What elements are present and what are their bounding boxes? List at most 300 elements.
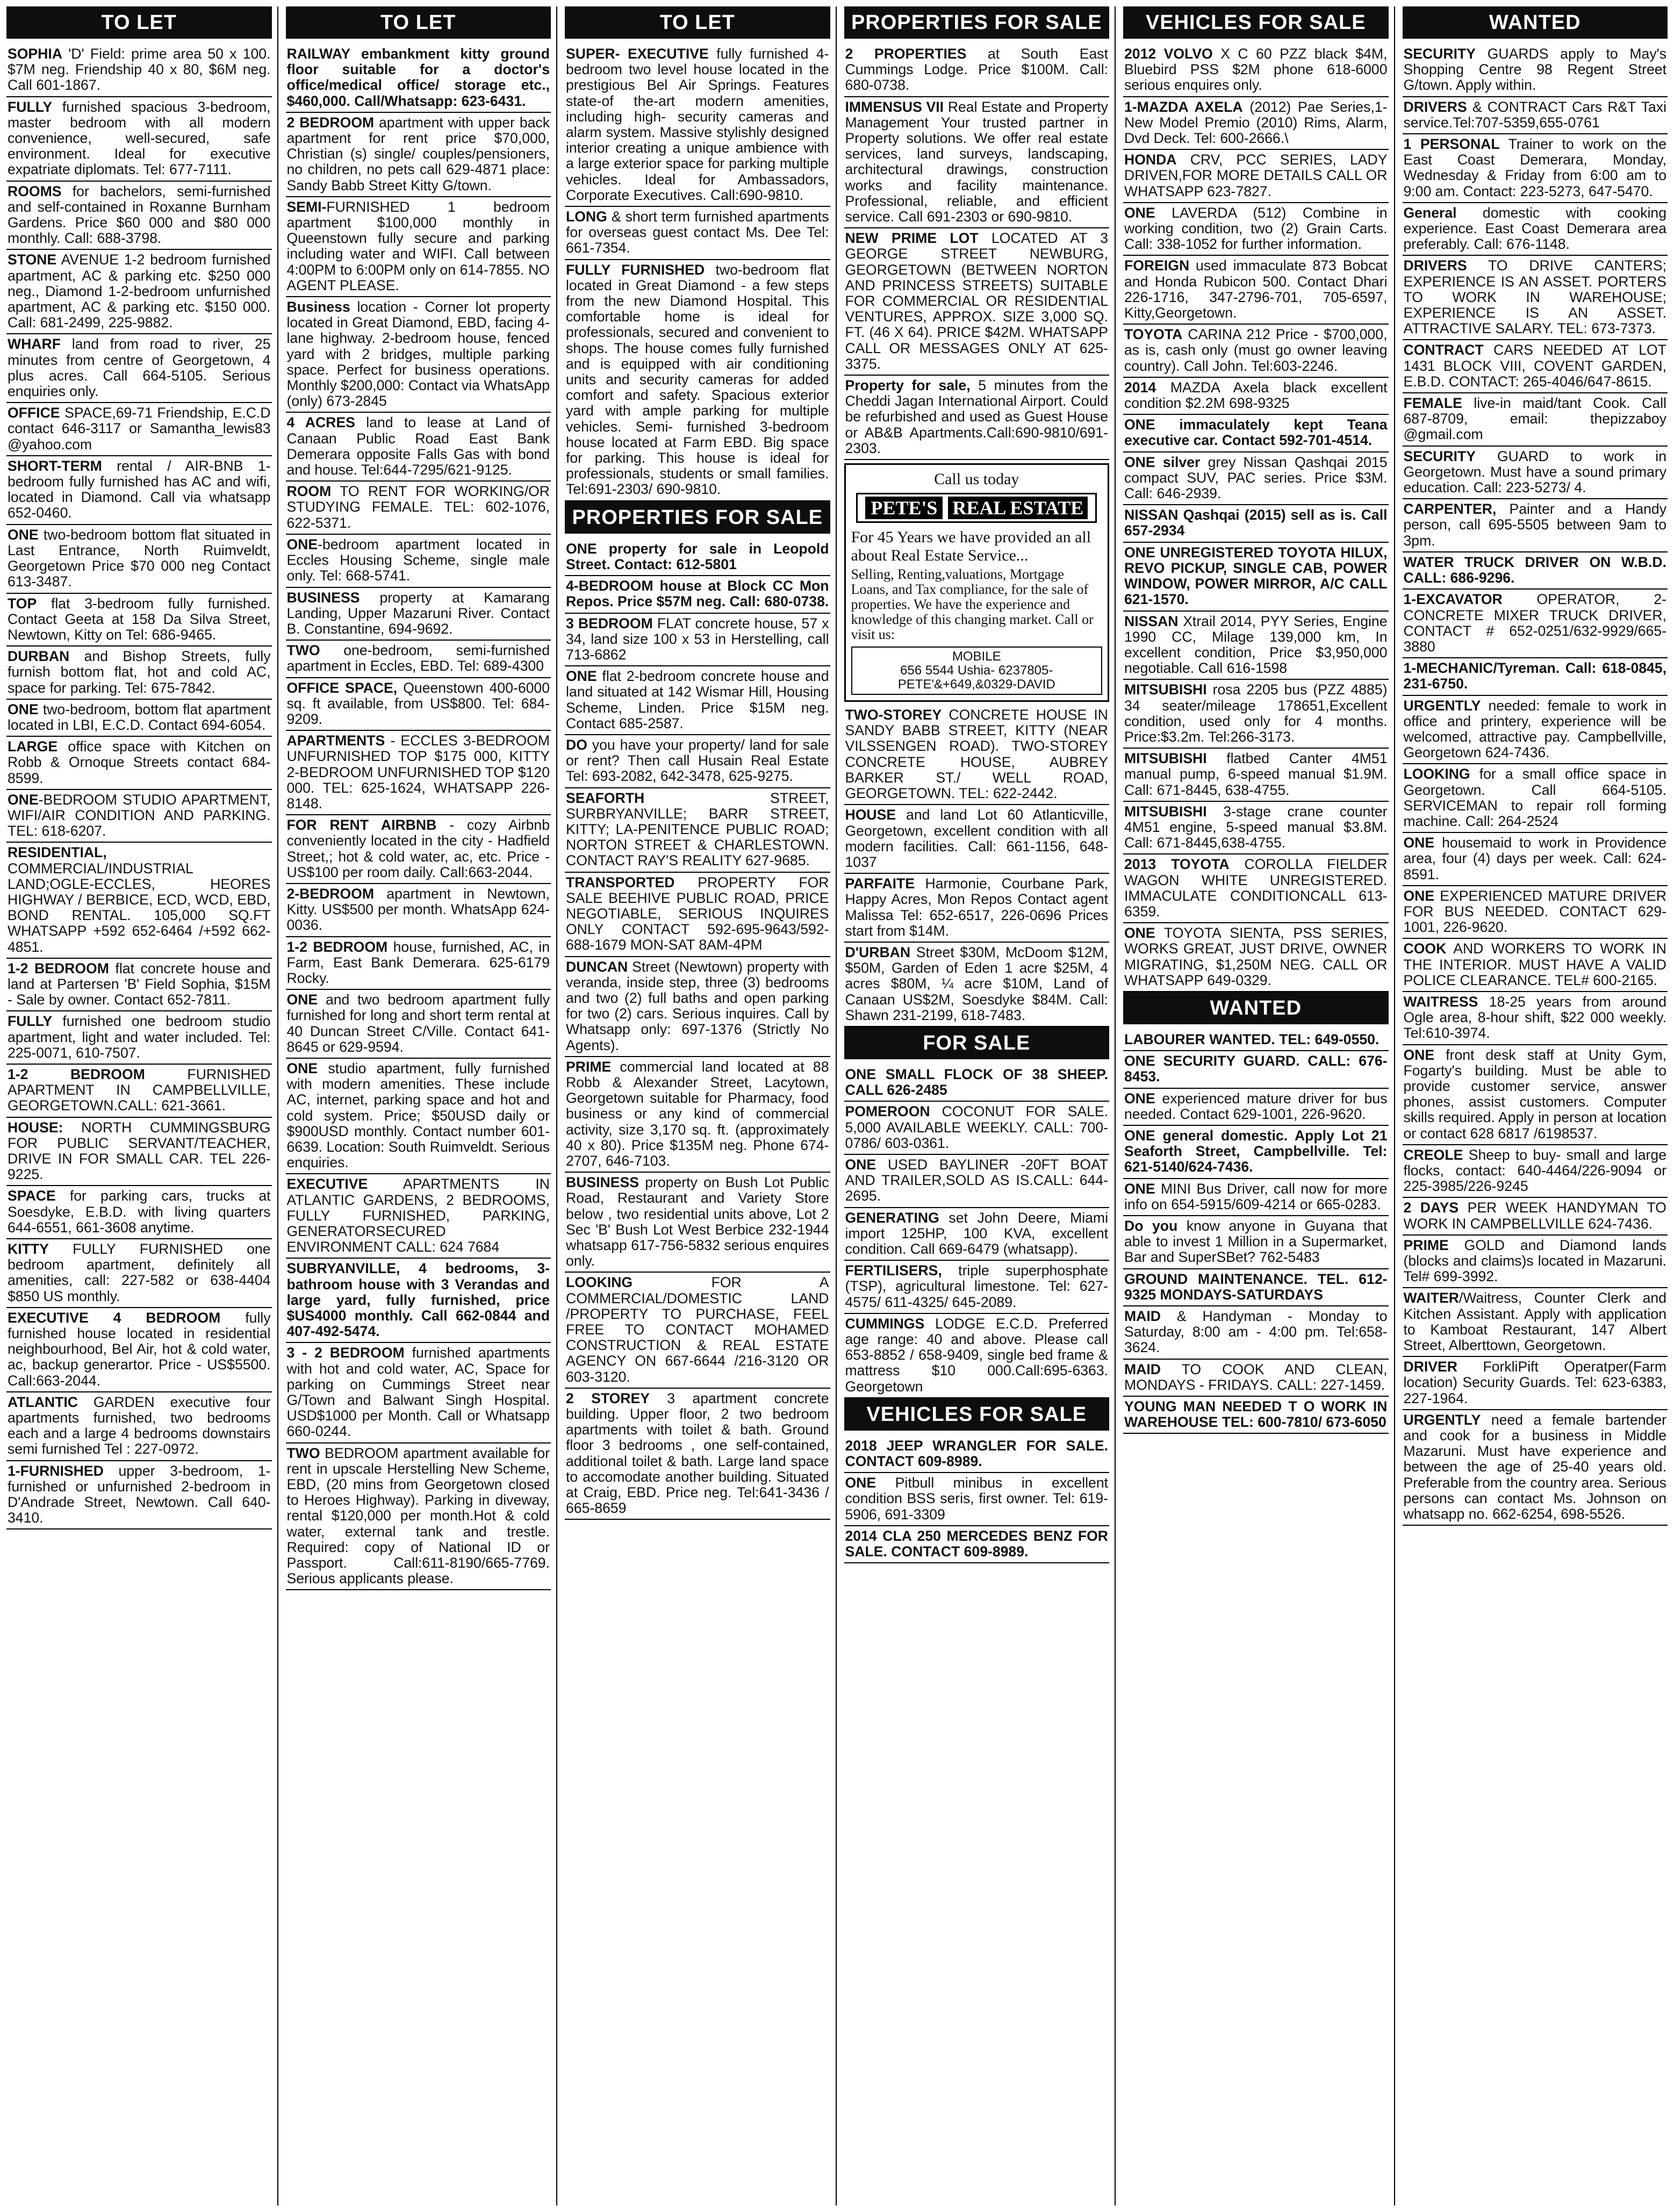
ad-lead: ONE bbox=[1124, 925, 1155, 942]
ad-lead: ONE bbox=[1403, 887, 1435, 904]
ad-text: COCONUT FOR SALE. 5,000 AVAILABLE WEEKLY. CALL: 700-0786/ 603-0361. bbox=[845, 1103, 1108, 1151]
ad-text: two-bedroom bottom flat situated in Last Entrance, North Ruimveldt, Georgetown Price $70 000 neg Contact 613-3487. bbox=[8, 526, 271, 590]
classified-ad bbox=[844, 1473, 1110, 1526]
classified-ad bbox=[286, 113, 551, 197]
ad-text: PER WEEK HANDYMAN TO WORK IN CAMPBELLVILLE 624-7436. bbox=[1403, 1200, 1666, 1232]
ad-text: two-bedroom flat located in Great Diamond - a few steps from the new Diamond Hospital. This comfortable home is ideal for professionals, secured and convenient to shops. The house comes fully furnished and is equipped with air conditioning units and security cameras for added comfort and safety. Spacious exterior yard with ample parking for multiple vehicles. Semi- furnished 3-bedroom house located at Farm EBD. Big space for parking. This house is ideal for professionals, students or small families. Tel:691-2303/ 690-9810. bbox=[566, 261, 829, 498]
ad-text: X C 60 PZZ black $4M, Bluebird PSS $2M phone 618-6000 serious enquires only. bbox=[1124, 46, 1388, 94]
classified-ad bbox=[1123, 505, 1389, 542]
classified-ad bbox=[6, 959, 272, 1012]
ad-lead: PRIME bbox=[566, 1058, 612, 1075]
ad-text: Apply Lot 21 Seaforth Street, Campbellville. Tel: 621-5140/624-7436. bbox=[1124, 1127, 1388, 1175]
classified-ad bbox=[1403, 447, 1668, 500]
classifieds-page bbox=[6, 6, 1668, 2206]
classified-ad bbox=[6, 525, 272, 594]
ad-text: Pitbull minibus in excellent condition BSS seris, first owner. Tel: 619-5906, 691-3309 bbox=[845, 1475, 1108, 1522]
ad-lead: TRANSPORTED bbox=[566, 874, 675, 890]
classified-ad bbox=[6, 594, 272, 647]
ad-lead: SUPER- EXECUTIVE bbox=[566, 46, 709, 62]
ad-lead: Business bbox=[286, 299, 350, 315]
ad-text: BEDROOM apartment available for rent in upscale Herstelling New Scheme, EBD, (20 mins from Georgetown closed to Heroes Highway). Parking in diveway, rental $120,000 per month.Hot & cold water, external tank and trestle. Required: copy of National ID or Passport. Call:611-8190/665-7769. Serious applicants please. bbox=[286, 1445, 550, 1587]
ad-lead: 2 BEDROOM bbox=[286, 114, 375, 131]
classified-ad bbox=[844, 97, 1110, 229]
classified-ad bbox=[1403, 764, 1668, 833]
ad-text: used immaculate 873 Bobcat and Honda Rubicon 500. Contact Dhari 226-1716, 347-2796-701, 705-6597, Kitty,Georgetown. bbox=[1124, 257, 1388, 321]
ad-text: 5 minutes from the Cheddi Jagan International Airport. Could be refurbished and used as Guest House or AB&B Apartments.Call:690-9810/691-2303. bbox=[845, 377, 1108, 456]
section-header: TO LET bbox=[286, 6, 551, 39]
ad-text: housemaid to work in Providence area, four (4) days per week. Call: 624-8591. bbox=[1403, 835, 1666, 882]
classified-ad bbox=[1123, 203, 1389, 256]
classified-ad bbox=[565, 260, 830, 501]
classified-ad bbox=[6, 1239, 272, 1308]
classified-ad bbox=[1123, 680, 1389, 749]
ad-text: embankment kitty ground floor suitable for a doctor's office/medical office/ storage etc., $460,000. Call/Whatsapp: 623-6431. bbox=[286, 46, 550, 109]
ad-text: GOLD and Diamond lands (blocks and claims)s located in Mazaruni. Tel# 699-3992. bbox=[1403, 1237, 1666, 1285]
ad-lead: MAID bbox=[1124, 1361, 1161, 1377]
classified-ad bbox=[565, 207, 830, 260]
classified-ad bbox=[286, 1259, 551, 1343]
ad-text: MAZDA Axela black excellent condition $2.2M 698-9325 bbox=[1124, 379, 1388, 412]
column-4 bbox=[844, 6, 1116, 2206]
ad-lead: URGENTLY bbox=[1403, 697, 1481, 714]
ad-lead: ONE bbox=[1124, 204, 1155, 221]
classified-ad bbox=[1403, 44, 1668, 97]
classified-ad bbox=[844, 1436, 1110, 1473]
ad-text: & CONTRACT Cars R&T Taxi service.Tel:707-5359,655-0761 bbox=[1403, 98, 1666, 131]
ad-lead: LABOURER WANTED. bbox=[1124, 1031, 1275, 1047]
ad-lead: 1-2 BEDROOM bbox=[286, 938, 388, 955]
ad-text: set John Deere, Miami import 125HP, 100 KVA, excellent condition. Call 669-6479 (whatsapp). bbox=[845, 1209, 1108, 1257]
ad-text: rental / AIR-BNB 1-bedroom fully furnished has AC and wifi, located in Diamond. Call via whatsapp 652-0460. bbox=[8, 457, 271, 521]
ad-text: front desk staff at Unity Gym, Fogarty's building. Must be able to provide customer service, answer phones, assist customers. Computer skills required. Apply in person at location or contact 628 6817 /6198537. bbox=[1403, 1046, 1666, 1141]
classified-ad bbox=[844, 705, 1110, 805]
classified-ad bbox=[844, 1526, 1110, 1563]
classified-ad bbox=[1123, 612, 1389, 680]
classified-ad bbox=[1403, 552, 1668, 590]
ad-lead: SHORT-TERM bbox=[8, 457, 102, 474]
section-header: PROPERTIES FOR SALE bbox=[565, 501, 830, 534]
classified-ad bbox=[1403, 97, 1668, 134]
ad-text: upper 3-bedroom, 1-furnished or unfurnished 2-bedroom in D'Andrade Street, Newtown. Call 640-3410. bbox=[8, 1462, 271, 1526]
classified-ad bbox=[565, 539, 830, 576]
ad-lead: MITSUBISHI bbox=[1124, 750, 1207, 767]
ad-lead: SOPHIA bbox=[8, 46, 62, 62]
ad-lead: Do you bbox=[1124, 1218, 1178, 1234]
classified-ad bbox=[286, 482, 551, 535]
classified-ad bbox=[844, 228, 1110, 376]
ad-lead: FULLY bbox=[8, 1013, 53, 1030]
promo-call-us: Call us today bbox=[934, 470, 1019, 489]
ad-text: live-in maid/tant Cook. Call 687-8709, email: thepizzaboy @gmail.com bbox=[1403, 395, 1666, 443]
ad-lead: ONE bbox=[286, 992, 318, 1008]
section-header: PROPERTIES FOR SALE bbox=[844, 6, 1110, 39]
classified-ad bbox=[1403, 658, 1668, 695]
classified-ad bbox=[1123, 543, 1389, 612]
section-header: TO LET bbox=[565, 6, 830, 39]
ad-text: FOR A COMMERCIAL/DOMESTIC LAND /PROPERTY TO PURCHASE, FEEL FREE TO CONTACT MOHAMED CONSTRUCTION & REAL ESTATE AGENCY ON 667-6644 /216-3120 OR 603-3120. bbox=[566, 1274, 829, 1385]
classified-ad bbox=[6, 700, 272, 737]
ad-lead: 1-2 BEDROOM bbox=[8, 960, 109, 976]
ad-lead: 2014 CLA 250 bbox=[845, 1527, 941, 1544]
ad-text: flat 3-bedroom fully furnished. Contact Geeta at 158 Da Silva Street, Newtown, Kitty on Tel: 686-9465. bbox=[8, 595, 271, 643]
ad-text: -BEDROOM STUDIO APARTMENT, WIFI/AIR CONDITION AND PARKING. TEL: 618-6207. bbox=[8, 791, 271, 839]
ad-text: Trainer to work on the East Coast Demerara, Monday, Wednesday & Friday from 6:00 am to 9:00 am. Contact: 223-5273, 647-5470. bbox=[1403, 136, 1666, 199]
ad-lead: 1-MECHANIC bbox=[1403, 660, 1493, 677]
ad-lead: IMMENSUS VII bbox=[845, 98, 944, 115]
ad-text: Sheep to buy- small and large flocks, contact: 640-4464/226-9094 or 225-3985/226-9245 bbox=[1403, 1146, 1666, 1195]
ad-lead: LONG bbox=[566, 209, 607, 225]
ad-lead: APARTMENTS bbox=[286, 732, 385, 749]
ad-lead: RESIDENTIAL, bbox=[8, 844, 107, 861]
ad-lead: PARFAITE bbox=[845, 875, 915, 892]
ad-text: COMMERCIAL/INDUSTRIAL LAND;OGLE-ECCLES, HEORES HIGHWAY / BERBICE, ECD, WCD, EBD, BOND RENTAL. 105,000 SQ.FT WHATSAPP +592 652-6464 /+592 662-4851. bbox=[8, 860, 271, 955]
ad-text: STREET, SURBRYANVILLE; BARR STREET, KITTY; LA-PENITENCE PUBLIC ROAD; NORTON STREET & CHARLESTOWN. CONTACT RAY'S REALITY 627-9685. bbox=[566, 789, 829, 869]
ad-text: CONCRETE HOUSE IN SANDY BABB STREET, KITTY (NEAR VILSSENGEN ROAD). TWO-STOREY CONCRETE HOUSE, AUBREY BARKER ST./ WELL ROAD, GEORGETOWN. TEL: 622-2442. bbox=[845, 707, 1108, 802]
ad-lead: SEAFORTH bbox=[566, 789, 645, 806]
ad-lead: HOUSE bbox=[845, 807, 896, 823]
classified-ad bbox=[1403, 992, 1668, 1045]
ad-text: CARS NEEDED AT LOT 1431 BLOCK VIII, COVENT GARDEN, E.B.D. CONTACT: 265-4046/647-8615. bbox=[1403, 342, 1666, 390]
classified-ad bbox=[565, 1173, 830, 1273]
ad-lead: BUSINESS bbox=[286, 589, 360, 606]
classified-ad bbox=[844, 44, 1110, 97]
ad-text: OPERATOR, 2- CONCRETE MIXER TRUCK DRIVER, CONTACT # 652-0251/632-9929/665-3880 bbox=[1403, 591, 1666, 655]
ad-text: flatbed Canter 4M51 manual pump, 6-speed manual $1.9M. Call: 671-8445, 638-4755. bbox=[1124, 750, 1388, 798]
ad-lead: 4-BEDROOM bbox=[566, 578, 653, 594]
ad-text: GUARD to work in Georgetown. Must have a sound primary education. Call: 223-5273/ 4. bbox=[1403, 448, 1666, 496]
classified-ad bbox=[565, 735, 830, 788]
ad-text: Street $30M, McDoom $12M, $50M, Garden of Eden 1 acre $25M, 4 acres $80M, ¼ acre $10M, Land of Canaan US$2M, Soesdyke $84M. Call: Shawn 231-2199, 618-7483. bbox=[845, 944, 1108, 1023]
ad-lead: ONE SMALL FLOCK bbox=[845, 1066, 994, 1082]
ad-text: commercial land located at 88 Robb & Alexander Street, Lacytown, Georgetown suitable for Pharmacy, food business or any kind of commercial activity, size 3,170 sq. ft. (approximately 40 x 80). Price $135M neg. Phone 674-2707, 646-7103. bbox=[566, 1058, 829, 1169]
ad-text: TO DRIVE CANTERS; EXPERIENCE IS AN ASSET. PORTERS TO WORK IN WAREHOUSE; EXPERIENCE IS AN ASSET. ATTRACTIVE SALARY. TEL: 673-7373. bbox=[1403, 257, 1666, 337]
classified-ad bbox=[1403, 1357, 1668, 1410]
column-3 bbox=[565, 6, 837, 2206]
ad-lead: FEMALE bbox=[1403, 395, 1462, 412]
ad-lead: ONE bbox=[286, 1060, 318, 1076]
ad-lead: ONE bbox=[8, 791, 39, 808]
ad-lead: ROOMS bbox=[8, 183, 62, 199]
classified-ad bbox=[6, 97, 272, 182]
ad-text: apartment in Newtown, Kitty. US$500 per month. WhatsApp 624-0036. bbox=[286, 885, 550, 933]
ad-lead: TWO-STOREY bbox=[845, 707, 942, 723]
ad-lead: 3 - 2 BEDROOM bbox=[286, 1345, 405, 1361]
ad-lead: CONTRACT bbox=[1403, 342, 1484, 358]
ad-text: OF 38 SHEEP. CALL 626-2485 bbox=[845, 1066, 1108, 1098]
ad-text: TEL: 649-0550. bbox=[1275, 1031, 1380, 1047]
classified-ad bbox=[844, 874, 1110, 943]
classified-ad bbox=[844, 1261, 1110, 1314]
ad-lead: ONE bbox=[1403, 1046, 1435, 1063]
classified-ad bbox=[1123, 378, 1389, 415]
ad-lead: FOREIGN bbox=[1124, 257, 1190, 274]
ad-lead: HONDA bbox=[1124, 152, 1177, 168]
ad-text: needed: female to work in office and printery, experience will be welcomed, attractive pay. Campbellville, Georgetown 624-7436. bbox=[1403, 697, 1666, 761]
classified-ad bbox=[6, 1392, 272, 1461]
ad-text: EXPERIENCED MATURE DRIVER FOR BUS NEEDED. CONTACT 629-1001, 226-9620. bbox=[1403, 887, 1666, 936]
ad-text: at South East Cummings Lodge. Price $100M. Call: 680-0738. bbox=[845, 46, 1108, 94]
classified-ad bbox=[565, 1057, 830, 1173]
section-header: WANTED bbox=[1403, 6, 1668, 39]
promo-mobile bbox=[851, 647, 1103, 695]
classified-ad bbox=[286, 1059, 551, 1174]
ad-lead: EXECUTIVE bbox=[286, 1176, 368, 1193]
ad-text: Real Estate and Property Management Your trusted partner in Property solutions. We offer real estate services, land surveys, landscaping, architectural drawings, construction works and facility maintenance. Professional, reliable, and efficient service. Call 691-2303 or 690-9810. bbox=[845, 98, 1108, 225]
classified-ad bbox=[286, 197, 551, 297]
ad-text: house at Block CC Mon Repos. Price $57M neg. Call: 680-0738. bbox=[566, 578, 829, 610]
classified-ad bbox=[1123, 256, 1389, 325]
ad-lead: MITSUBISHI bbox=[1124, 803, 1207, 820]
ad-lead: KITTY bbox=[8, 1241, 49, 1258]
ad-lead: COOK bbox=[1403, 940, 1447, 957]
classified-ad bbox=[1403, 696, 1668, 765]
classified-ad bbox=[286, 44, 551, 113]
classified-ad bbox=[1403, 1145, 1668, 1198]
ad-text: & Handyman - Monday to Saturday, 8:00 am - 4:00 pm. Tel:658-3624. bbox=[1124, 1308, 1388, 1356]
ad-lead: 1 PERSONAL bbox=[1403, 136, 1500, 153]
ad-text: -bedroom apartment located in Eccles Housing Scheme, single male only. Tel: 668-5741. bbox=[286, 536, 550, 584]
ad-lead: SEMI- bbox=[286, 198, 327, 215]
classified-ad bbox=[1123, 1397, 1389, 1434]
ad-lead: 2-BEDROOM bbox=[286, 885, 375, 902]
ad-lead: RAILWAY bbox=[286, 46, 350, 62]
classified-ad bbox=[6, 1118, 272, 1187]
ad-lead: NISSAN bbox=[1124, 507, 1179, 523]
ad-lead: TWO bbox=[286, 642, 320, 659]
classified-ad bbox=[1123, 1360, 1389, 1397]
ad-lead: LARGE bbox=[8, 738, 58, 755]
logo-real-estate: REAL ESTATE bbox=[948, 497, 1088, 519]
ad-text: land from road to river, 25 minutes from centre of Georgetown, 4 plus acres. Call 664-5105. Serious enquiries only. bbox=[8, 336, 271, 400]
ad-text: Xtrail 2014, PYY Series, Engine 1990 CC, Milage 139,000 km, In excellent condition, Price $3,950,000 negotiable. Call 616-1598 bbox=[1124, 613, 1388, 677]
ad-lead: BUSINESS bbox=[566, 1174, 639, 1191]
ad-text: for bachelors, semi-furnished and self-contained in Roxanne Burnham Gardens. Price $60 000 and $80 000 monthly. Call: 688-3798. bbox=[8, 183, 271, 247]
classified-ad bbox=[565, 44, 830, 207]
classified-ad bbox=[286, 1174, 551, 1259]
classified-ad bbox=[1123, 802, 1389, 855]
classified-ad bbox=[6, 334, 272, 403]
classified-ad bbox=[286, 937, 551, 990]
ad-lead: ROOM bbox=[286, 483, 332, 500]
ad-text: for parking cars, trucks at Soesdyke, E.B.D. with living quarters 644-6551, 661-3608 anytime. bbox=[8, 1188, 271, 1236]
ad-text: furnished spacious 3-bedroom, master bedroom with all modern convenience, well-secured, safe environment. Ideal for executive expatriate diplomats. Tel: 677-7111. bbox=[8, 98, 271, 178]
ad-lead: 2013 TOYOTA bbox=[1124, 856, 1230, 873]
classified-ad bbox=[1123, 44, 1389, 97]
ad-lead: URGENTLY bbox=[1403, 1411, 1481, 1428]
ad-lead: Property for sale, bbox=[845, 377, 971, 394]
classified-ad bbox=[1403, 886, 1668, 939]
ad-text: Painter and a Handy person, call 695-5505 between 9am to 3pm. bbox=[1403, 501, 1666, 549]
ad-lead: 4 ACRES bbox=[286, 414, 355, 431]
ad-text: FOR SALE. CONTACT 609-8989. bbox=[845, 1437, 1108, 1469]
classified-ad bbox=[1123, 1051, 1389, 1088]
ad-text: and land Lot 60 Atlanticville, Georgetown, excellent condition with all modern facilities. Call: 661-1156, 648-1037 bbox=[845, 807, 1108, 870]
mobile-label: MOBILE bbox=[952, 649, 1001, 664]
ad-lead: 2 DAYS bbox=[1403, 1200, 1459, 1216]
column-2 bbox=[286, 6, 558, 2206]
ad-text: grey Nissan Qashqai 2015 compact SUV, PAC series. Price $3M. Call: 646-2939. bbox=[1124, 454, 1388, 502]
ad-text: 3 apartment concrete building. Upper floor, 2 two bedroom apartments with toilet & bath. Ground floor 3 bedrooms , one self-contained, additional toilet & bath. Large land space to accomodate another building. Situated at Craig, EBD. Price neg. Tel:641-3436 / 665-8659 bbox=[566, 1390, 829, 1517]
ad-text: SPACE,69-71 Friendship, E.C.D contact 646-3117 or Samantha_lewis83 @yahoo.com bbox=[8, 405, 271, 453]
ad-text: Street (Newtown) property with veranda, inside step, three (3) bedrooms and two (2) full baths and open parking for two (2) cars. Serious inquires. Call by Whatsapp only: 697-1376 (Strictly No Agents). bbox=[566, 958, 829, 1053]
classified-ad bbox=[1123, 1030, 1389, 1051]
ad-lead: DO bbox=[566, 736, 587, 753]
ad-lead: WAITER bbox=[1403, 1290, 1459, 1306]
ad-text: (2012) Pae Series,1- New Model Premio (2010) Rims, Alarm, Dvd Deck. Tel: 600-2666.\ bbox=[1124, 98, 1388, 147]
ad-lead: WHARF bbox=[8, 336, 61, 353]
ad-lead: SECURITY bbox=[1403, 448, 1476, 464]
classified-ad bbox=[1403, 393, 1668, 447]
ad-text: GUARD. CALL: 676-8453. bbox=[1124, 1053, 1388, 1085]
ad-text: COROLLA FIELDER WAGON WHITE UNREGISTERED. IMMACULATE CONDITIONCALL 613-6359. bbox=[1124, 856, 1388, 920]
ad-text: house, furnished, AC, in Farm, East Bank Demerara. 625-6179 Rocky. bbox=[286, 938, 550, 986]
ad-text: CARINA 212 Price - $700,000, as is, cash only (must go owner leaving country). Call John. Tel:603-2246. bbox=[1124, 326, 1388, 374]
ad-text: rosa 2205 bus (PZZ 4885) 34 seater/mileage 178651,Excellent condition, used only for 4 months. Price:$3.2m. Tel:266-3173. bbox=[1124, 681, 1388, 745]
ad-text: Harmonie, Courbane Park, Happy Acres, Mon Repos Contact agent Malissa Tel: 652-6517, 226-0696 Prices start from $14M. bbox=[845, 875, 1108, 939]
ad-lead: CREOLE bbox=[1403, 1146, 1463, 1163]
classified-ad bbox=[565, 1389, 830, 1520]
ad-lead: LOOKING bbox=[566, 1274, 633, 1291]
ad-lead: PRIME bbox=[1403, 1237, 1449, 1253]
ad-lead: CARPENTER, bbox=[1403, 501, 1497, 518]
classified-ad bbox=[1123, 1089, 1389, 1126]
section-header: WANTED bbox=[1123, 992, 1389, 1024]
classified-ad bbox=[1403, 1236, 1668, 1289]
ad-lead: DRIVERS bbox=[1403, 257, 1467, 274]
ad-text: furnished apartments with hot and cold water, AC, Space for parking on Cummings Street near G/Town and Balwant Singh Hospital. USD$1000 per Month. Call or Whatsapp 660-0244. bbox=[286, 1345, 550, 1440]
ad-text: MERCEDES BENZ FOR SALE. CONTACT 609-8989. bbox=[845, 1527, 1108, 1560]
classified-ad bbox=[286, 641, 551, 678]
ad-text: APARTMENTS IN ATLANTIC GARDENS, 2 BEDROOMS, FULLY FURNISHED, PARKING, GENERATORSECURED ENVIRONMENT CALL: 624 7684 bbox=[286, 1176, 550, 1255]
mobile-numbers: 656 5544 Ushia- 6237805- PETE'&+649,&0329-DAVID bbox=[897, 663, 1055, 692]
section-header: TO LET bbox=[6, 6, 272, 39]
ad-lead: MITSUBISHI bbox=[1124, 681, 1207, 698]
ad-text: two-bedroom, bottom flat apartment located in LBI, E.C.D. Contact 694-6054. bbox=[8, 701, 271, 733]
ad-text: PROPERTY FOR SALE BEEHIVE PUBLIC ROAD, PRICE NEGOTIABLE, SERIOUS INQUIRES ONLY CONTACT 592-695-9643/592-688-1679 MON-SAT 8AM-4PM bbox=[566, 874, 829, 953]
ad-lead: General bbox=[1403, 204, 1457, 221]
classified-ad bbox=[1123, 854, 1389, 923]
ad-text: and Bishop Streets, fully furnish bottom flat, hot and cold AC, space for parking. Tel: 675-7842. bbox=[8, 648, 271, 696]
classified-ad bbox=[1123, 150, 1389, 203]
classified-ad bbox=[565, 873, 830, 957]
classified-ad bbox=[844, 1155, 1110, 1208]
classified-ad bbox=[1403, 590, 1668, 658]
ad-text: FURNISHED 1 bedroom apartment $100,000 monthly in Queenstown fully secure and parking including water and WIFI. Call between 4:00PM to 6:00PM only on 614-7855. NO AGENT PLEASE. bbox=[286, 198, 550, 293]
ad-lead: 1-2 BEDROOM bbox=[8, 1066, 145, 1082]
ad-text: USED BAYLINER -20FT BOAT AND TRAILER,SOLD AS IS.CALL: 644-2695. bbox=[845, 1156, 1108, 1204]
classified-ad bbox=[6, 843, 272, 958]
ad-text: know anyone in Guyana that able to invest 1 Million in a Supermarket, Bar and SuperSBet? 762-5483 bbox=[1124, 1218, 1388, 1266]
ad-text: LAVERDA (512) Combine in working condition, two (2) Grain Carts. Call: 338-1052 for further information. bbox=[1124, 204, 1388, 253]
logo-name: PETE'S bbox=[865, 497, 943, 519]
classified-ad bbox=[6, 44, 272, 97]
ad-text: /Tyreman. Call: 618-0845, 231-6750. bbox=[1403, 660, 1666, 692]
classified-ad bbox=[6, 737, 272, 790]
classified-ad bbox=[844, 1208, 1110, 1261]
ad-text: flat 2-bedroom concrete house and land situated at 142 Wismar Hill, Housing Scheme, Linden. Price $15M neg. Contact 685-2587. bbox=[566, 668, 829, 731]
classified-ad bbox=[1123, 923, 1389, 992]
ad-lead: LOOKING bbox=[1403, 766, 1470, 782]
classified-ad bbox=[1403, 134, 1668, 203]
ad-text: ForkliPift Operatper(Farm location) Security Guards. Tel: 623-6383, 227-1964. bbox=[1403, 1359, 1666, 1406]
classified-ad bbox=[565, 957, 830, 1057]
column-5 bbox=[1123, 6, 1395, 2206]
ad-text: Qashqai (2015) sell as is. Call 657-2934 bbox=[1124, 507, 1388, 539]
ad-lead: GROUND MAINTENANCE. bbox=[1124, 1270, 1307, 1287]
ad-lead: NISSAN bbox=[1124, 613, 1179, 629]
ad-lead: HOUSE: bbox=[8, 1119, 63, 1136]
classified-ad bbox=[1403, 1045, 1668, 1145]
ad-text: one-bedroom, semi-furnished apartment in Eccles, EBD. Tel: 689-4300 bbox=[286, 642, 550, 674]
ad-text: flat concrete house and land at Partersen 'B' Field Sophia, $15M - Sale by owner. Contact 652-7811. bbox=[8, 960, 271, 1008]
ad-text: location - Corner lot property located in Great Diamond, EBD, facing 4-lane highway. 2-bedroom house, fenced yard with 2 bridges, multiple parking space. Perfect for business operations. Monthly $200,000: Contact via WhatsApp (only) 673-2845 bbox=[286, 299, 550, 410]
ad-text: 4 bedrooms, 3-bathroom house with 3 Verandas and large yard, fully furnished, price $US4000 monthly. Call 662-0844 and 407-492-5474. bbox=[286, 1260, 550, 1340]
ad-lead: DURBAN bbox=[8, 648, 70, 665]
classified-ad bbox=[6, 1065, 272, 1118]
ad-lead: 2 PROPERTIES bbox=[845, 46, 967, 62]
ad-text: 'D' Field: prime area 50 x 100. $7M neg. Friendship 40 x 80, $6M neg. Call 601-1867. bbox=[8, 46, 271, 94]
ad-text: FLAT concrete house, 57 x 34, land size 100 x 53 in Herstelling, call 713-6862 bbox=[566, 615, 829, 663]
petes-logo bbox=[856, 493, 1097, 523]
ad-lead: OFFICE SPACE, bbox=[286, 679, 398, 696]
ad-lead: 1-EXCAVATOR bbox=[1403, 591, 1503, 608]
classified-ad bbox=[286, 990, 551, 1059]
ad-lead: DRIVERS bbox=[1403, 98, 1467, 115]
classified-ad bbox=[286, 731, 551, 815]
ad-text: FURNISHED APARTMENT IN CAMPBELLVILLE, GEORGETOWN.CALL: 621-3661. bbox=[8, 1066, 271, 1114]
classified-ad bbox=[286, 815, 551, 884]
ad-text: fully furnished 4-bedroom two level house located in the prestigious Bel Air Springs. Features state-of the-art modern amenities, including high- security cameras and alarm system. Massive stylishly designed interior creating a unique ambience with a large exterior space for parking multiple vehicles. Ideal for Ambassadors, Corporate Executives. Call:690-9810. bbox=[566, 46, 829, 203]
ad-text: and two bedroom apartment fully furnished for long and short term rental at 40 Duncan Street C/Ville. Contact 641-8645 or 629-9594. bbox=[286, 992, 550, 1055]
ad-lead: CUMMINGS bbox=[845, 1315, 925, 1332]
ad-lead: WAITRESS bbox=[1403, 993, 1478, 1010]
classified-ad bbox=[6, 1308, 272, 1392]
ad-text: O WORK IN WAREHOUSE TEL: 600-7810/ 673-6050 bbox=[1124, 1398, 1388, 1431]
ad-text: triple superphosphate (TSP), agricultural limestone. Tel: 627-4575/ 611-4325/ 645-2089. bbox=[845, 1262, 1108, 1310]
ad-text: NORTH CUMMINGSBURG FOR PUBLIC SERVANT/TEACHER, DRIVE IN FOR SMALL CAR. TEL 226-9225. bbox=[8, 1119, 271, 1183]
column-6 bbox=[1403, 6, 1668, 2206]
section-header: FOR SALE bbox=[844, 1027, 1110, 1059]
ad-lead: ONE bbox=[845, 1156, 876, 1173]
ad-text: LODGE E.C.D. Preferred age range: 40 and above. Please call 653-8852 / 658-9409, single bed frame & mattress $10 000.Call:695-6363. Georgetown bbox=[845, 1315, 1108, 1395]
classified-ad bbox=[286, 413, 551, 482]
ad-text: land to lease at Land of Canaan Public Road East Bank Demerara opposite Falls Gas with bond and house. Tel:644-7295/621-9125. bbox=[286, 414, 550, 478]
classified-ad bbox=[1123, 453, 1389, 506]
ad-lead: ONE bbox=[566, 540, 597, 557]
ad-text: ON W.B.D. CALL: 686-9296. bbox=[1403, 554, 1666, 586]
ad-lead: ONE bbox=[8, 526, 39, 543]
ad-text: - cozy Airbnb conveniently located in the city - Hadfield Street,; hot & cold water, ac, etc. Price - US$100 per room daily. Call:663-2044. bbox=[286, 817, 550, 880]
classified-ad bbox=[1403, 340, 1668, 393]
ad-lead: ONE bbox=[845, 1475, 876, 1491]
classified-ad bbox=[6, 456, 272, 525]
ad-text: property for sale in Leopold Street. Contact: 612-5801 bbox=[566, 540, 829, 572]
ad-lead: ONE bbox=[286, 536, 318, 552]
ad-lead: ONE general domestic. bbox=[1124, 1127, 1288, 1144]
classified-ad bbox=[286, 678, 551, 731]
ad-lead: ONE bbox=[1403, 835, 1435, 851]
classified-ad bbox=[286, 588, 551, 641]
classified-ad bbox=[844, 943, 1110, 1027]
classified-ad bbox=[1403, 1198, 1668, 1235]
classified-ad bbox=[844, 376, 1110, 460]
ad-text: immaculately kept Teana executive car. Contact 592-701-4514. bbox=[1124, 416, 1388, 449]
classified-ad bbox=[565, 576, 830, 613]
ad-text: TO COOK AND CLEAN, MONDAYS - FRIDAYS. CALL: 227-1459. bbox=[1124, 1361, 1388, 1393]
ad-text: 3-stage crane counter 4M51 engine, 5-speed manual $3.8M. Call: 671-8445,638-4755. bbox=[1124, 803, 1388, 851]
ad-text: need a female bartender and cook for a business in Middle Mazaruni. Must have experience and between the age of 25-40 years old. Preferable from the country area. Serious persons can contact Ms. Johnson on whatsapp no. 662-6254, 698-5526. bbox=[1403, 1411, 1666, 1522]
ad-text: /Waitress, Counter Clerk and Kitchen Assistant. Apply with application to Kamboat Restaurant, 147 Albert Street, Alberttown, Georgetown. bbox=[1403, 1290, 1666, 1354]
